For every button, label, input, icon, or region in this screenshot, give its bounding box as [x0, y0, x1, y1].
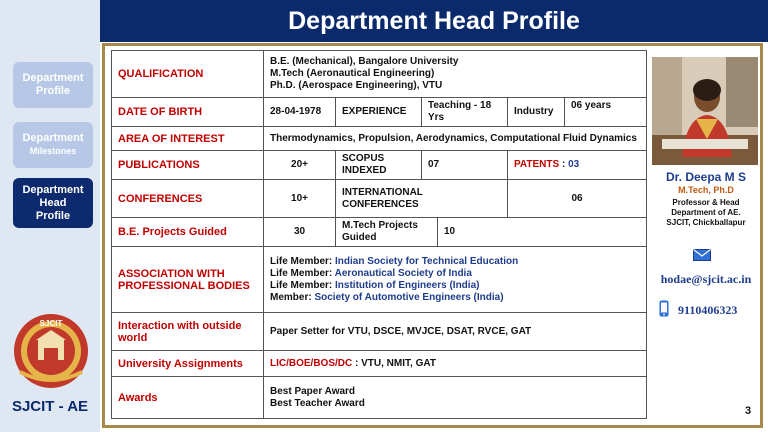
- college-logo: [10, 310, 92, 392]
- scopus-value: 07: [422, 151, 508, 180]
- sidebar-item-label: Profile: [35, 85, 71, 97]
- patents-cell: [508, 151, 647, 180]
- table-row-publications: [112, 151, 647, 180]
- membership-type: Life Member:: [270, 279, 336, 291]
- sidebar-item-label: Profile: [35, 209, 71, 222]
- table-row-interaction: [112, 313, 647, 351]
- membership-type: Life Member:: [270, 255, 336, 267]
- logo-text: SJCIT: [39, 319, 63, 328]
- profile-department: Department of AE.: [671, 208, 741, 217]
- sidebar-item-label: Head: [39, 196, 67, 209]
- table-row-projects: [112, 218, 647, 247]
- table-row-qualification: [112, 51, 647, 98]
- sidebar-item-department-milestones[interactable]: [13, 122, 93, 168]
- org-code: SJCIT - AE: [11, 398, 89, 415]
- sidebar: [0, 0, 100, 432]
- profile-table: [111, 50, 647, 419]
- professional-body: Institution of Engineers (India): [335, 279, 480, 291]
- profile-name: Dr. Deepa M S: [665, 170, 747, 184]
- profile-institution: SJCIT, Chickballapur: [666, 218, 746, 227]
- qualification-value: [264, 51, 647, 98]
- conferences-label: CONFERENCES: [112, 180, 264, 218]
- interaction-value: Paper Setter for VTU, DSCE, MVJCE, DSAT, RVCE, GAT: [264, 313, 647, 351]
- patents-separator: :: [559, 159, 569, 170]
- publications-value: 20+: [264, 151, 336, 180]
- dob-label: DATE OF BIRTH: [112, 98, 264, 127]
- sidebar-item-label: Milestones: [29, 146, 77, 156]
- association-value: [264, 247, 647, 313]
- mtech-projects-value: 10: [438, 218, 647, 247]
- interaction-label: Interaction with outside world: [112, 313, 264, 351]
- intl-conferences-label: INTERNATIONAL CONFERENCES: [336, 180, 508, 218]
- assignments-list: VTU, NMIT, GAT: [361, 357, 436, 369]
- sidebar-item-department-profile[interactable]: [13, 62, 93, 108]
- page-title-bar: [100, 0, 768, 42]
- professional-body: Aeronautical Society of India: [334, 267, 472, 279]
- dob-value: 28-04-1978: [264, 98, 336, 127]
- assignments-separator: :: [352, 357, 362, 369]
- phone-number[interactable]: 9110406323: [678, 303, 738, 317]
- teaching-experience: Teaching - 18 Yrs: [422, 98, 508, 127]
- qualification-line: M.Tech (Aeronautical Engineering): [270, 68, 435, 79]
- table-row-conferences: [112, 180, 647, 218]
- awards-value: [264, 377, 647, 419]
- email-link[interactable]: hodae@sjcit.ac.in: [660, 272, 752, 286]
- table-row-association: [112, 247, 647, 313]
- association-item: [270, 256, 640, 268]
- association-item: [270, 268, 640, 280]
- association-item: [270, 292, 640, 304]
- mail-icon: [693, 249, 711, 261]
- profile-photo: [652, 57, 758, 165]
- interest-label: AREA OF INTEREST: [112, 127, 264, 151]
- table-row-awards: [112, 377, 647, 419]
- profile-qualifications: M.Tech, Ph.D: [678, 185, 734, 195]
- award-item: Best Teacher Award: [270, 397, 365, 409]
- table-row-dob: [112, 98, 647, 127]
- qualification-line: B.E. (Mechanical), Bangalore University: [270, 56, 459, 67]
- sidebar-item-department-head-profile[interactable]: [13, 178, 93, 228]
- assignments-prefix: LIC/BOE/BOS/DC: [270, 357, 353, 369]
- scopus-label: SCOPUS INDEXED: [336, 151, 422, 180]
- be-projects-label: B.E. Projects Guided: [112, 218, 264, 247]
- qualification-label: QUALIFICATION: [112, 51, 264, 98]
- be-projects-value: 30: [264, 218, 336, 247]
- sidebar-item-label: Department: [22, 132, 84, 144]
- award-item: Best Paper Award: [270, 385, 356, 397]
- professional-body: Indian Society for Technical Education: [335, 255, 519, 267]
- association-item: [270, 280, 640, 292]
- table-row-assignments: [112, 351, 647, 377]
- conferences-value: 10+: [264, 180, 336, 218]
- mtech-projects-label: M.Tech Projects Guided: [336, 218, 438, 247]
- page-title: Department Head Profile: [288, 6, 580, 35]
- page-number: 3: [745, 405, 752, 417]
- patents-label: PATENTS: [514, 159, 560, 170]
- sidebar-item-label: Department: [22, 183, 84, 196]
- industry-label: Industry: [508, 98, 565, 127]
- assignments-value: [264, 351, 647, 377]
- table-row-interest: [112, 127, 647, 151]
- membership-type: Life Member:: [270, 267, 335, 279]
- qualification-line: Ph.D. (Aerospace Engineering), VTU: [270, 80, 443, 91]
- phone-icon: [659, 300, 669, 317]
- association-label: ASSOCIATION WITH PROFESSIONAL BODIES: [112, 247, 264, 313]
- publications-label: PUBLICATIONS: [112, 151, 264, 180]
- profile-designation: Professor & Head: [672, 198, 740, 207]
- professional-body: Society of Automotive Engineers (India): [314, 291, 504, 303]
- patents-value: 03: [568, 159, 580, 170]
- interest-value: Thermodynamics, Propulsion, Aerodynamics, Computational Fluid Dynamics: [264, 127, 647, 151]
- industry-value: 06 years: [565, 98, 647, 127]
- awards-label: Awards: [112, 377, 264, 419]
- sidebar-item-label: Department: [22, 72, 84, 84]
- membership-type: Member:: [270, 291, 315, 303]
- experience-label: EXPERIENCE: [336, 98, 422, 127]
- assignments-label: University Assignments: [112, 351, 264, 377]
- intl-conferences-value: 06: [508, 180, 647, 218]
